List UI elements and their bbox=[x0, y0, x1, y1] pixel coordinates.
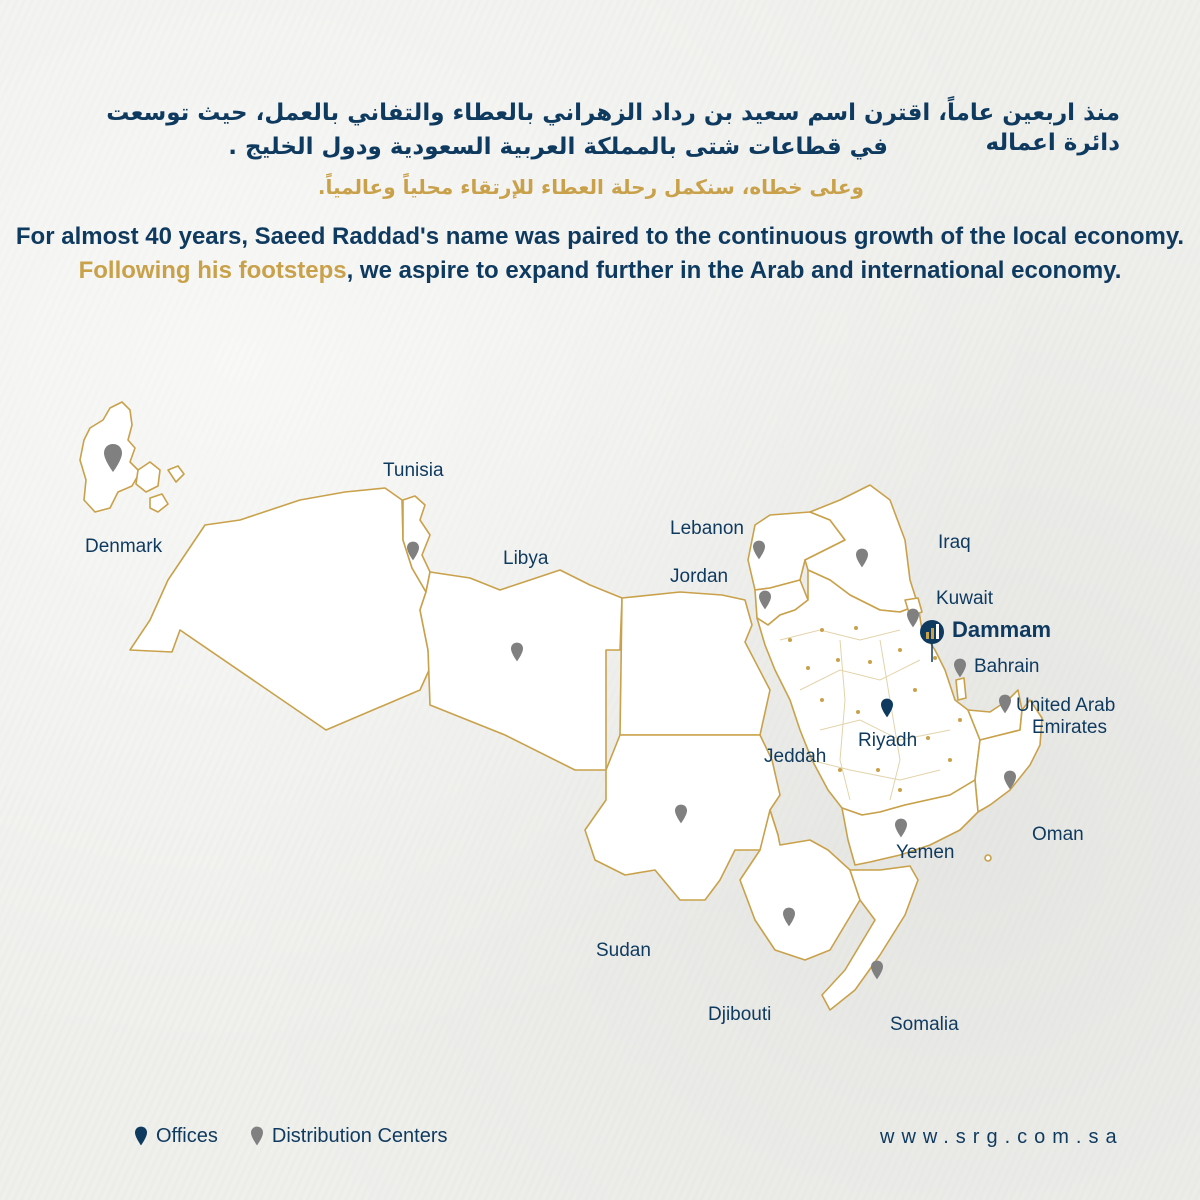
label-djibouti: Djibouti bbox=[708, 1004, 772, 1025]
office-pin-icon bbox=[134, 1126, 148, 1146]
arabic-intro-line-2: في قطاعات شتى بالمملكة العربية السعودية ودول الخليج . bbox=[228, 134, 888, 160]
libya-shape bbox=[420, 570, 622, 770]
legend-offices-label: Offices bbox=[156, 1124, 218, 1147]
pin-somalia bbox=[871, 961, 883, 980]
label-tunisia: Tunisia bbox=[383, 460, 444, 481]
highlight-text: Following his footsteps bbox=[78, 257, 347, 284]
label-uae-line2: Emirates bbox=[1032, 717, 1107, 738]
map-legend bbox=[134, 1122, 472, 1150]
label-bahrain: Bahrain bbox=[974, 656, 1040, 677]
english-intro-line-1: For almost 40 years, Saeed Raddad's name was paired to the continuous growth of the local economy. bbox=[15, 223, 1185, 250]
website-url[interactable]: www.srg.com.sa bbox=[880, 1126, 1124, 1148]
label-dammam: Dammam bbox=[952, 617, 1052, 642]
label-riyadh: Riyadh bbox=[858, 730, 918, 751]
label-lebanon: Lebanon bbox=[670, 518, 744, 539]
label-jordan: Jordan bbox=[670, 566, 729, 587]
legend-item-offices bbox=[134, 1125, 218, 1148]
socotra-island bbox=[985, 855, 991, 861]
label-jeddah: Jeddah bbox=[764, 746, 827, 767]
legend-item-distribution bbox=[250, 1125, 448, 1148]
label-somalia: Somalia bbox=[890, 1014, 959, 1035]
arabic-intro-line-1: منذ اربعين عاماً، اقترن اسم سعيد بن رداد الزهراني بالعطاء والتفاني بالعمل، حيث توسعت دائرة اعماله bbox=[106, 100, 1120, 156]
label-kuwait: Kuwait bbox=[936, 588, 994, 609]
label-sudan: Sudan bbox=[596, 940, 651, 961]
label-oman: Oman bbox=[1032, 824, 1084, 845]
egypt-shape bbox=[620, 592, 770, 735]
label-iraq: Iraq bbox=[938, 532, 971, 553]
distribution-pin-icon bbox=[250, 1126, 264, 1146]
maghreb-shape bbox=[130, 488, 430, 730]
qatar-shape bbox=[956, 678, 966, 700]
arabic-tagline: وعلى خطاه، سنكمل رحلة العطاء للإرتقاء محلياً وعالمياً. bbox=[317, 175, 864, 199]
denmark-shape bbox=[80, 402, 184, 512]
english-intro-line-2-rest: , we aspire to expand further in the Arab and international economy. bbox=[346, 257, 1122, 284]
pin-bahrain bbox=[954, 659, 966, 678]
label-uae-line1: United Arab bbox=[1016, 695, 1116, 716]
label-yemen: Yemen bbox=[896, 842, 955, 863]
legend-distribution-label: Distribution Centers bbox=[271, 1124, 448, 1147]
label-denmark: Denmark bbox=[85, 536, 163, 557]
label-libya: Libya bbox=[503, 548, 549, 569]
